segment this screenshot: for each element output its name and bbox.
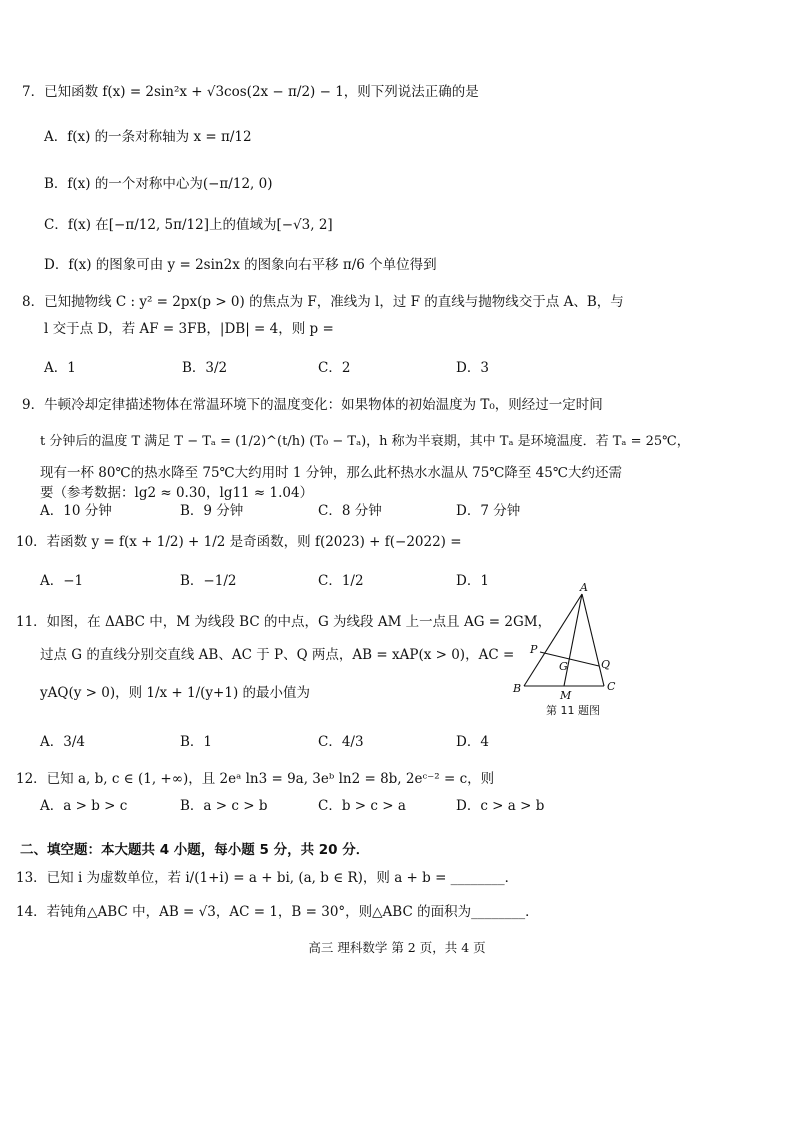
label-g: G [559,660,568,673]
side-ac [582,594,604,686]
q9-option-c: C．8 分钟 [318,503,382,519]
q9-stem-line4: 要（参考数据：lg2 ≈ 0.30，lg11 ≈ 1.04） [40,485,314,501]
q7-option-b: B．f(x) 的一个对称中心为(−π/12, 0) [44,176,273,192]
q10-option-a: A．−1 [40,573,84,589]
triangle-figure [508,580,618,702]
q11-stem-line2: 过点 G 的直线分别交直线 AB、AC 于 P、Q 两点，AB = xAP(x > 0)，AC = [40,647,515,663]
q8-stem-line1: 8．已知抛物线 C : y² = 2px(p > 0) 的焦点为 F，准线为 l，过 F 的直线与抛物线交于点 A、B，与 [22,294,624,310]
q9-stem-line2: t 分钟后的温度 T 满足 T − Tₐ = (1/2)^(t/h) (T₀ − Tₐ)，h 称为半衰期，其中 Tₐ 是环境温度．若 Tₐ = 25℃， [40,434,690,449]
q12-option-a: A．a > b > c [40,798,128,814]
q10-stem: 10．若函数 y = f(x + 1/2) + 1/2 是奇函数，则 f(2023) + f(−2022) = [16,534,462,550]
q9-option-d: D．7 分钟 [456,503,521,519]
q8-option-a: A．1 [44,360,76,376]
q7-stem: 7．已知函数 f(x) = 2sin²x + √3cos(2x − π/2) − 1，则下列说法正确的是 [22,84,479,100]
label-q: Q [601,658,611,671]
figure-caption: 第 11 题图 [546,704,600,717]
q7-option-a: A．f(x) 的一条对称轴为 x = π/12 [44,129,252,145]
q9-stem-line3: 现有一杯 80℃的热水降至 75℃大约用时 1 分钟，那么此杯热水水温从 75℃降至 45℃大约还需 [40,465,622,481]
q11-option-b: B．1 [180,734,213,750]
q8-option-d: D．3 [456,360,489,376]
q12-option-b: B．a > c > b [180,798,268,814]
q10-option-b: B．−1/2 [180,573,237,589]
q10-option-c: C．1/2 [318,573,364,589]
q12-option-c: C．b > c > a [318,798,406,814]
q11-option-c: C．4/3 [318,734,364,750]
q7-option-c: C．f(x) 在[−π/12, 5π/12]上的值域为[−√3, 2] [44,217,333,233]
q9-option-b: B．9 分钟 [180,503,244,519]
section-fill-in-heading: 二、填空题：本大题共 4 小题，每小题 5 分，共 20 分． [20,842,370,858]
q11-option-a: A．3/4 [40,734,85,750]
q8-stem-line2: l 交于点 D，若 AF = 3FB，|DB| = 4，则 p = [44,321,334,337]
q7-option-d: D．f(x) 的图象可由 y = 2sin2x 的图象向右平移 π/6 个单位得到 [44,257,437,273]
q12-stem: 12．已知 a, b, c ∈ (1, +∞)，且 2eᵃ ln3 = 9a, 3eᵇ ln2 = 8b, 2eᶜ⁻² = c，则 [16,771,495,787]
label-m: M [560,689,572,702]
label-c: C [607,680,616,693]
q12-option-d: D．c > a > b [456,798,545,814]
q8-option-b: B．3/2 [182,360,228,376]
q8-option-c: C．2 [318,360,351,376]
line-pq [540,652,599,666]
q13-stem: 13．已知 i 为虚数单位，若 i/(1+i) = a + bi, (a, b ∈ R)，则 a + b = ________． [16,870,519,886]
q11-stem-line1: 11．如图，在 ΔABC 中，M 为线段 BC 的中点，G 为线段 AM 上一点且 AG = 2GM， [16,614,552,630]
q11-stem-line3: yAQ(y > 0)，则 1/x + 1/(y+1) 的最小值为 [40,685,311,701]
q14-stem: 14．若钝角△ABC 中，AB = √3，AC = 1，B = 30°，则△ABC 的面积为________． [16,904,539,920]
label-b: B [513,682,522,695]
q10-option-d: D．1 [456,573,489,589]
label-p: P [530,643,538,656]
q9-stem-line1: 9．牛顿冷却定律描述物体在常温环境下的温度变化：如果物体的初始温度为 T₀，则经过一定时间 [22,397,603,413]
q11-option-d: D．4 [456,734,489,750]
label-a: A [580,581,588,594]
q9-option-a: A．10 分钟 [40,503,112,519]
page-footer: 高三 理科数学 第 2 页，共 4 页 [308,940,486,955]
